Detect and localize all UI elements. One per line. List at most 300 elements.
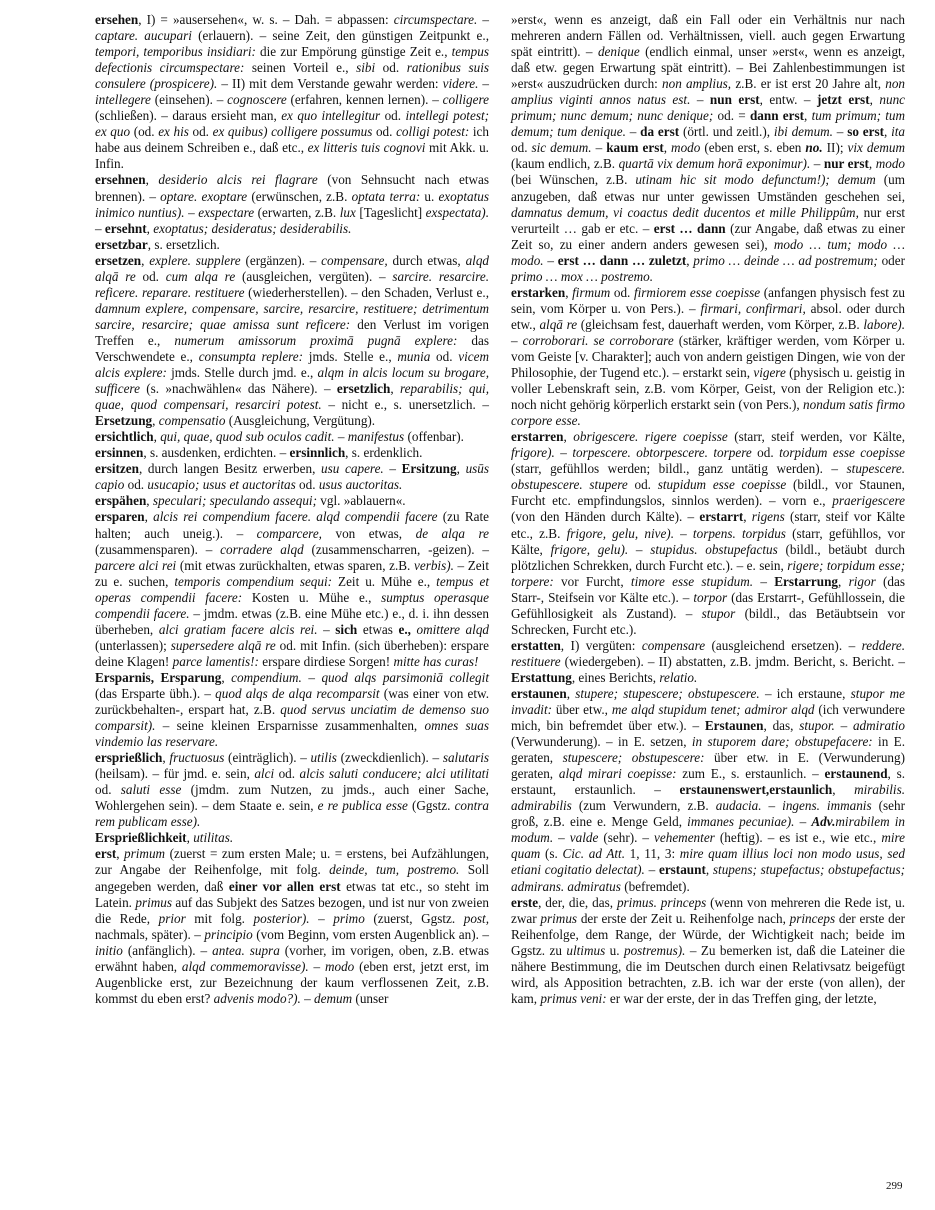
entry-text: (zusammenscharren, -geizen). – bbox=[303, 541, 489, 557]
latin-text: mire quam illius loci non modo usus, sed etiani cogitatio delectat). bbox=[511, 846, 905, 878]
entry-text: , bbox=[186, 830, 194, 846]
entry-text: auf das Subjekt des Satzes bezogen, und ist nur von zweien die Rede, bbox=[95, 894, 489, 926]
latin-text: vigere bbox=[753, 365, 786, 381]
latin-text: videre. – intellegere bbox=[95, 76, 490, 108]
latin-text: non amplius, bbox=[662, 76, 732, 92]
entry-text: od. bbox=[380, 108, 406, 124]
latin-text: usūs capio bbox=[95, 461, 490, 493]
dictionary-entry bbox=[95, 493, 489, 509]
bold-phrase: erst … dann … zuletzt bbox=[557, 252, 687, 268]
entry-text: erspare dirdiese Sorgen! bbox=[258, 653, 394, 669]
entry-text: (erfahren, kennen lernen). – bbox=[286, 92, 443, 108]
entry-text: , bbox=[221, 669, 232, 685]
entry-text: (zuerst, Ggstz. bbox=[364, 910, 464, 926]
bold-phrase: so erst bbox=[847, 124, 884, 140]
dictionary-entry bbox=[95, 429, 489, 445]
latin-text: sarcire. resarcire. reficere. reparare. restituere bbox=[95, 268, 489, 300]
latin-text: salutaris bbox=[442, 750, 489, 766]
latin-text: ex quibus) colligere possumus bbox=[212, 124, 373, 140]
latin-text: stupor. – admiratio bbox=[799, 718, 905, 734]
latin-text: mitte has curas! bbox=[393, 653, 479, 669]
entry-text: , bbox=[565, 284, 573, 300]
entry-text: (erwarten, z.B. bbox=[254, 204, 340, 220]
latin-text: corradere alqd bbox=[220, 541, 304, 557]
entry-text: ich habe aus deinem Schreiben e., daß etc., bbox=[95, 124, 489, 156]
entry-text: , bbox=[743, 509, 752, 525]
latin-text: e re publica esse bbox=[317, 798, 408, 814]
latin-text: firmari, confirmari, bbox=[700, 300, 806, 316]
dictionary-entry bbox=[95, 750, 489, 830]
entry-text: (um anzugeben, daß etwas nur unter gewissen Umständen geschehen sei, bbox=[511, 172, 905, 204]
latin-text: nondum satis firmo corpore esse. bbox=[511, 397, 905, 429]
latin-text: exoptatus; desideratus; desiderabilis. bbox=[153, 220, 352, 236]
entry-text: er war der erste, der in das Treffen ging, der letzte, bbox=[606, 990, 877, 1006]
latin-text: primo … mox … postremo. bbox=[511, 268, 654, 284]
entry-text: zum E., s. erstaunlich. – bbox=[676, 766, 825, 782]
latin-text: comparcere, bbox=[256, 525, 322, 541]
entry-text: (unterlassen); bbox=[95, 637, 171, 653]
latin-text: compensare bbox=[641, 637, 706, 653]
entry-text: (von Sehnsucht nach etwas brennen). – bbox=[95, 172, 489, 204]
bold-phrase: Ersitzung bbox=[401, 461, 457, 477]
dictionary-entry bbox=[95, 830, 489, 846]
latin-text: in stuporem dare; obstupefacere: bbox=[691, 734, 873, 750]
entry-text: – bbox=[794, 814, 812, 830]
latin-text: exspectata). bbox=[425, 204, 489, 220]
entry-text: (endlich einmal, unser »erst«, wenn es anzeigt, daß etw. gegen Erwartung spät eintritt). – Bei Zahlenbestimmungen ist »erst« auszudrücken durch: bbox=[511, 44, 905, 92]
latin-text: nunc primum; nunc demum; nunc denique; bbox=[511, 92, 906, 124]
entry-text: , I) vergüten: bbox=[560, 637, 642, 653]
entry-text: – bbox=[810, 156, 824, 172]
latin-text: primum bbox=[124, 846, 166, 862]
latin-text: mirabilis. admirabilis bbox=[511, 782, 906, 814]
entry-text: (jmdm. zum Nutzen, zu jmds., auch einer Sache, Wohlergehen sein). – dem Staate e. sein, bbox=[95, 782, 489, 814]
entry-text: mit folg. bbox=[185, 910, 254, 926]
entry-text: – bbox=[832, 124, 848, 140]
latin-text: antea. supra bbox=[212, 942, 280, 958]
entry-text: , bbox=[705, 862, 713, 878]
latin-text: alqā re bbox=[539, 316, 578, 332]
latin-text: me alqd stupidum tenet; admiror alqd bbox=[611, 702, 815, 718]
latin-text: alqd alqā re bbox=[95, 252, 490, 284]
latin-text: timore esse stupidum. bbox=[630, 573, 754, 589]
bold-phrase: erstaunenswert,erstaunlich bbox=[679, 782, 833, 798]
latin-text: de alqa re bbox=[415, 525, 489, 541]
latin-text: alcis saluti conducere; alci utilitati bbox=[299, 766, 489, 782]
latin-text: frigore). – torpescere. obtorpescere. torpere bbox=[511, 445, 752, 461]
latin-text: alci bbox=[254, 766, 275, 782]
latin-text: optare. exoptare bbox=[160, 188, 248, 204]
latin-text: alci gratiam facere alcis rei. bbox=[158, 621, 318, 637]
latin-text: alqd mirari coepisse: bbox=[558, 766, 677, 782]
latin-text: frigore, gelu, nive). – torpens. torpidus bbox=[566, 525, 786, 541]
entry-text: od. bbox=[95, 782, 121, 798]
entry-text: (stärker, kräftiger werden, vom Körper u. vom Geiste [v. Charakter]; auch von andern geistigen Dingen, wie von der Philosophie, der Tugend etc.). – erstarkt sein, bbox=[511, 332, 905, 381]
latin-text: denique bbox=[597, 44, 640, 60]
entry-headword: ersitzen bbox=[95, 461, 139, 477]
entry-text: (ausgleichen, vergüten). – bbox=[235, 268, 393, 284]
latin-text: tempus defectionis circumspectare: bbox=[95, 44, 489, 76]
latin-text: exoptatus inimico nuntius). bbox=[95, 188, 489, 220]
entry-text: , bbox=[832, 782, 855, 798]
entry-text: od. bbox=[124, 477, 148, 493]
latin-text: omnes suas vindemio las reservare. bbox=[95, 718, 489, 750]
entry-text: , durch langen Besitz erwerben, bbox=[138, 461, 322, 477]
latin-text: consumpta replere: bbox=[198, 348, 304, 364]
entry-text: (ausgleichend ersetzen). – bbox=[705, 637, 862, 653]
latin-text: rationibus suis consulere (prospicere). bbox=[95, 60, 489, 92]
entry-text: – bbox=[543, 252, 558, 268]
entry-headword: Ersprießlichkeit bbox=[95, 830, 187, 846]
entry-text: – bbox=[644, 862, 659, 878]
entry-text: (s. bbox=[540, 846, 563, 862]
latin-text: primus. princeps bbox=[616, 894, 707, 910]
latin-text: vicem alcis explere: bbox=[95, 348, 489, 381]
latin-text: rigor bbox=[848, 573, 876, 589]
latin-text: tum primum; tum demum; tum denique. bbox=[511, 108, 906, 140]
entry-text: (eben erst, s. eben bbox=[700, 140, 806, 156]
entry-text: den Verlust im vorigen Treffen e., bbox=[95, 316, 489, 348]
entry-text: , bbox=[566, 685, 576, 701]
latin-text: firmum bbox=[572, 284, 611, 300]
entry-text: , bbox=[390, 381, 400, 397]
entry-text: , s. erstaunt, erstaunlich. – bbox=[511, 766, 905, 798]
entry-text: die zur Empörung günstige Zeit e., bbox=[255, 44, 452, 60]
latin-text: sibi bbox=[356, 60, 376, 76]
bold-phrase: Adv. bbox=[811, 814, 836, 830]
entry-text: , das, bbox=[763, 718, 800, 734]
latin-text: prior bbox=[158, 910, 186, 926]
latin-text: modo bbox=[875, 156, 906, 172]
latin-text: modo … tum; modo … modo. bbox=[511, 236, 905, 268]
entry-text: etwas bbox=[357, 621, 399, 637]
latin-text: ex his bbox=[158, 124, 189, 140]
entry-text: (anfänglich). – bbox=[122, 942, 213, 958]
entry-text: nur erst verurteilt … gab er etc. – bbox=[511, 204, 905, 236]
latin-text: non amplius viginti annos natus est. bbox=[511, 76, 906, 108]
entry-text: (zur Angabe, daß etwas zu einer Zeit so, zu einer andern anders gewesen sei), bbox=[511, 220, 905, 252]
bold-phrase: ersetzlich bbox=[336, 381, 391, 397]
entry-text: , I) = »ausersehen«, w. s. – Dah. = abpassen: bbox=[138, 12, 394, 27]
dictionary-entry bbox=[511, 895, 905, 1007]
entry-text: der erste der Reihenfolge, dem Range, der Würde, der Wichtigkeit nach; beide im Ggstz. zu bbox=[511, 910, 905, 958]
entry-text: (gleichsam fest, dauerhaft werden, vom Körper, z.B. bbox=[577, 316, 864, 332]
entry-text: »erst«, wenn es anzeigt, daß ein Fall oder ein Verhältnis nur nach mehreren andern Fällen od. Verhältnissen, viell. auch gegen Erwartung spät eintritt). – bbox=[511, 12, 905, 60]
entry-text: das Verschwendete e., bbox=[95, 332, 489, 364]
entry-text: jmds. Stelle e., bbox=[303, 348, 398, 364]
latin-text: mirabilem in modum. – valde bbox=[511, 814, 905, 846]
entry-text: (s. »nachwählen« das Nähere). – bbox=[139, 381, 337, 397]
entry-text: od. bbox=[372, 124, 397, 140]
entry-text: vgl. »ablauern«. bbox=[316, 493, 406, 509]
latin-text: qui, quae, quod sub oculos cadit. – manifestus bbox=[160, 429, 405, 445]
entry-text: od. mit Infin. (sich überheben): erspare deine Klagen! bbox=[95, 637, 489, 669]
latin-text: ultimus bbox=[566, 942, 606, 958]
entry-text: (das Ersparte übh.). – bbox=[95, 685, 216, 701]
entry-text: (einträglich). – bbox=[224, 750, 311, 766]
entry-text: od. bbox=[610, 284, 634, 300]
entry-text: – bbox=[383, 461, 402, 477]
latin-text: post, bbox=[463, 910, 489, 926]
entry-text: absol. oder durch etw., bbox=[511, 300, 905, 332]
latin-text: stupescere. obstupescere. stupere bbox=[511, 461, 905, 493]
entry-text: – bbox=[625, 124, 641, 140]
entry-text: – bbox=[690, 92, 710, 108]
entry-text: (sehr groß, z.B. eine e. Menge Geld, bbox=[511, 798, 905, 830]
entry-headword: ersprießlich bbox=[95, 750, 163, 766]
latin-text: primus bbox=[135, 894, 172, 910]
entry-text: , bbox=[868, 156, 876, 172]
entry-text: (starr, gefühllos werden; bildl., ganz untätig werden). – bbox=[511, 461, 847, 477]
latin-text: ita bbox=[891, 124, 906, 140]
bold-phrase: Erstattung bbox=[511, 669, 572, 685]
latin-text: contra rem publicam esse). bbox=[95, 798, 489, 830]
latin-text: colligere bbox=[442, 92, 489, 108]
latin-text: stupens; stupefactus; obstupefactus; admirans. admiratus bbox=[511, 862, 906, 894]
entry-text: – bbox=[591, 140, 607, 156]
entry-text: (zu Rate halten; auch uneig.). – bbox=[95, 509, 489, 541]
dictionary-entry bbox=[95, 461, 489, 493]
entry-text: – bbox=[95, 220, 105, 236]
entry-text: (Verwunderung). – in E. setzen, bbox=[511, 734, 692, 750]
latin-text: colligi potest: bbox=[396, 124, 470, 140]
latin-text: munia bbox=[397, 348, 431, 364]
entry-text: (ergänzen). – bbox=[240, 252, 322, 268]
entry-text: 1, 11, 3: bbox=[625, 846, 680, 862]
latin-text: circumspectare. – captare. aucupari bbox=[95, 12, 489, 44]
entry-text: – bbox=[317, 621, 336, 637]
latin-text: compendium. – quod alqs parsimoniā collegit bbox=[231, 669, 489, 685]
latin-text: saluti esse bbox=[120, 782, 182, 798]
entry-text: z.B. er ist erst 20 Jahre alt, bbox=[731, 76, 886, 92]
latin-text: compensatio bbox=[158, 413, 226, 429]
page-number: 299 bbox=[886, 1180, 903, 1192]
bold-phrase: Erstaunen bbox=[704, 718, 764, 734]
latin-text: quod alqs de alqa recomparsit bbox=[215, 685, 380, 701]
bold-phrase: erst … dann bbox=[653, 220, 726, 236]
entry-text: , bbox=[146, 220, 154, 236]
latin-text: parce lamentis!: bbox=[172, 653, 259, 669]
latin-text: quod servus unciatim de demenso suo comparsit). bbox=[95, 702, 489, 734]
right-column bbox=[511, 12, 905, 1007]
latin-text: stupor bbox=[701, 605, 736, 621]
bold-phrase: erstaunend bbox=[824, 766, 888, 782]
entry-text: od. bbox=[295, 477, 319, 493]
entry-text: od. bbox=[511, 140, 532, 156]
entry-text: (wiederherstellen). – den Schaden, Verlust e., bbox=[244, 284, 489, 300]
entry-text: (vom Beginn, vom ersten Augenblick an). – bbox=[252, 926, 489, 942]
entry-text: – bbox=[753, 573, 775, 589]
entry-text: (physisch u. geistig in voller Lebenskraft sein, z.B. vom Körper, Geist, von der Religion etc.): noch nicht gehörig körperlich erstarkt sein (von Pers.), bbox=[511, 365, 905, 413]
latin-text: immanes pecuniae). bbox=[687, 814, 795, 830]
entry-text: , bbox=[153, 429, 161, 445]
latin-text: exspectare bbox=[198, 204, 255, 220]
dictionary-entry bbox=[95, 172, 489, 236]
latin-text: numerum amissorum proximā pugnā explere: bbox=[174, 332, 458, 348]
entry-text: etwas tat etc., so steht im Latein. bbox=[95, 878, 489, 910]
entry-text: , bbox=[663, 140, 672, 156]
entry-text: nachmals, später). – bbox=[95, 926, 205, 942]
entry-text: (schließen). – daraus ersieht man, bbox=[95, 108, 282, 124]
entry-text: über etw., bbox=[552, 702, 612, 718]
entry-text: mit Akk. u. Infin. bbox=[95, 140, 489, 172]
entry-text: , bbox=[804, 108, 812, 124]
latin-text: usus auctoritas. bbox=[318, 477, 403, 493]
entry-text: (örtl. und zeitl.), bbox=[679, 124, 774, 140]
entry-text: (starr, steif vor Kälte etc., z.B. bbox=[511, 509, 906, 541]
latin-text: stupor me invadit: bbox=[511, 685, 905, 718]
latin-text: ex litteris tuis cognovi bbox=[307, 140, 426, 156]
bold-phrase: e., bbox=[398, 621, 411, 637]
bold-phrase: dann erst bbox=[749, 108, 805, 124]
entry-text: – II) mit dem Verstande gewahr werden: bbox=[217, 76, 443, 92]
latin-text: speculari; speculando assequi; bbox=[152, 493, 317, 509]
latin-text: labore). – corroborari. se corroborare bbox=[511, 316, 905, 348]
entry-text: od. bbox=[375, 60, 407, 76]
entry-text: (anfangen physisch fest zu sein, vom Körper u. von Pers.). – bbox=[511, 284, 905, 316]
entry-text: – ich erstaune, bbox=[759, 685, 851, 701]
entry-text: (heilsam). – für jmd. e. sein, bbox=[95, 766, 255, 782]
entry-text: , der, die, das, bbox=[538, 894, 617, 910]
entry-text: , bbox=[141, 252, 150, 268]
latin-text: modo bbox=[324, 958, 355, 974]
entry-text: od. bbox=[751, 445, 780, 461]
entry-text: – Zu bemerken ist, daß die Lateiner die nähere Bestimmung, die im Deutschen durch einen Relativsatz beigefügt wird, als Apposition betrachten, z.B. ich war der erste (von allen), der kam, bbox=[511, 942, 905, 1006]
entry-text: (sehr). – bbox=[598, 830, 655, 846]
entry-headword: erst bbox=[95, 846, 117, 862]
latin-text: cum alqa re bbox=[165, 268, 236, 284]
bold-phrase: erstaunt bbox=[658, 862, 706, 878]
entry-text: (heftig). – es ist e., wie etc., bbox=[714, 830, 882, 846]
entry-headword: erstatten bbox=[511, 637, 561, 653]
entry-text: (was einer von etw. zurückbehalten-, erspart hat, z.B. bbox=[95, 685, 489, 718]
entry-text: (mit etwas zurückhalten, etwas sparen, z.B. bbox=[176, 557, 414, 573]
entry-text: (zuerst = zum ersten Male; u. = erstens, bei Aufzählungen, zur Angabe der Reihenfolge, mit folg. bbox=[95, 846, 490, 878]
latin-text: sic demum. bbox=[531, 140, 592, 156]
entry-text: , bbox=[144, 509, 154, 525]
entry-text: (einsehen). – bbox=[150, 92, 228, 108]
entry-headword: erstarken bbox=[511, 284, 566, 300]
dictionary-entry bbox=[95, 237, 489, 253]
entry-text: (offenbar). bbox=[404, 429, 464, 445]
entry-text: in E. geraten, bbox=[511, 734, 905, 766]
latin-text: desiderio alcis rei flagrare bbox=[158, 172, 318, 188]
latin-text: parcere alci rei bbox=[95, 557, 177, 573]
entry-headword: ersetzbar bbox=[95, 236, 148, 252]
dictionary-entry bbox=[95, 670, 489, 750]
dictionary-entry bbox=[95, 253, 489, 430]
entry-text: , bbox=[152, 413, 159, 429]
latin-text: ex quo intellegitur bbox=[281, 108, 381, 124]
left-column bbox=[95, 12, 489, 1007]
latin-text: firmiorem esse coepisse bbox=[633, 284, 761, 300]
entry-text: von etwas, bbox=[321, 525, 416, 541]
latin-text: utilis bbox=[310, 750, 337, 766]
entry-text: (erwünschen, z.B. bbox=[247, 188, 352, 204]
entry-text: über etw. in E. (Verwunderung) geraten, bbox=[511, 750, 905, 782]
dictionary-entry bbox=[95, 12, 489, 172]
latin-text: quartā vix demum horā exponimur). bbox=[618, 156, 811, 172]
latin-text: damnum explere, compensare, sarcire, resarcire, restituere; detrimentum sarcire, resarcire; quae amissa sunt reficere: bbox=[95, 300, 489, 332]
latin-text: reddere. restituere bbox=[511, 637, 905, 669]
entry-text: , bbox=[145, 172, 159, 188]
entry-text: – bbox=[308, 958, 325, 974]
latin-text: praerigescere bbox=[832, 493, 905, 509]
latin-text: princeps bbox=[789, 910, 836, 926]
latin-text: postremus). bbox=[623, 942, 686, 958]
entry-text: Kosten u. Mühe e., bbox=[242, 589, 382, 605]
dictionary-entry bbox=[511, 429, 905, 638]
entry-text: , bbox=[456, 461, 466, 477]
entry-text: , bbox=[686, 252, 694, 268]
latin-text: rigere; torpidum esse; torpere: bbox=[511, 557, 905, 589]
entry-text: – jmdm. etwas (z.B. eine Mühe etc.) e., d. i. ihn dessen überheben, bbox=[95, 605, 489, 637]
entry-text: u. bbox=[605, 942, 624, 958]
entry-text: [Tageslicht] bbox=[355, 204, 426, 220]
latin-text: frigore, gelu). – stupidus. obstupefactus bbox=[550, 541, 778, 557]
entry-text: der erste der Zeit u. Reihenfolge nach, bbox=[577, 910, 790, 926]
latin-text: advenis modo?). bbox=[213, 990, 301, 1006]
entry-text: , bbox=[162, 750, 170, 766]
entry-text: (erlauern). – seine Zeit, den günstigen Zeitpunkt e., bbox=[191, 28, 489, 44]
entry-text: seinen Vorteil e., bbox=[244, 60, 357, 76]
bold-phrase: da erst bbox=[640, 124, 680, 140]
latin-text: audacia. – ingens. immanis bbox=[715, 798, 872, 814]
bold-phrase: einer vor allen erst bbox=[228, 878, 341, 894]
latin-text: tempori, temporibus insidiari: bbox=[95, 44, 256, 60]
entry-text: (od. bbox=[130, 124, 159, 140]
entry-text: , s. ausdenken, erdichten. – bbox=[143, 445, 290, 461]
entry-headword: ersehen bbox=[95, 12, 139, 27]
entry-text: (eben erst, jetzt erst, im Augenblicke erst, zur Bezeichnung der kaum verflossenen Zeit, z.B. kommst du eben erst? bbox=[95, 958, 489, 1006]
latin-text: fructuosus bbox=[169, 750, 225, 766]
entry-text: (Ausgleichung, Vergütung). bbox=[225, 413, 376, 429]
entry-text: od. bbox=[135, 268, 166, 284]
entry-text: – nicht e., s. unersetzlich. – bbox=[321, 397, 489, 413]
entry-headword: erstarren bbox=[511, 429, 564, 445]
latin-text: damnatus demum, vi coactus dedit ducentos et mille Philippûm, bbox=[511, 204, 859, 220]
latin-text: tempus et operas compendii facere: bbox=[95, 573, 490, 605]
latin-text: torpidum esse coepisse bbox=[779, 445, 905, 461]
bold-phrase: kaum erst bbox=[606, 140, 664, 156]
dictionary-entry bbox=[511, 285, 905, 429]
entry-text: , bbox=[146, 493, 153, 509]
bold-phrase: Erstarrung bbox=[774, 573, 839, 589]
entry-text: , bbox=[869, 92, 880, 108]
entry-headword: ersinnen bbox=[95, 445, 144, 461]
latin-text: vix demum bbox=[847, 140, 906, 156]
entry-text: – bbox=[300, 990, 315, 1006]
dictionary-entry bbox=[95, 445, 489, 461]
entry-text: (zweckdienlich). – bbox=[336, 750, 443, 766]
entry-text: (unser bbox=[352, 990, 389, 1006]
entry-text: Zeit u. Mühe e., bbox=[332, 573, 437, 589]
entry-text: (bildl., vor Staunen, Furcht etc. empfindungslos, sinnlos werden). – vorn e., bbox=[511, 477, 905, 509]
entry-headword: ersehnen bbox=[95, 172, 146, 188]
latin-text: cognoscere bbox=[227, 92, 287, 108]
bold-phrase: ersehnt bbox=[104, 220, 147, 236]
latin-text: posterior). – primo bbox=[253, 910, 365, 926]
latin-text: primus bbox=[540, 910, 578, 926]
entry-text: (das Erstarrt-, Gefühllossein, die Gefühllosigkeit als Zustand). – bbox=[511, 589, 905, 621]
latin-text: modo bbox=[671, 140, 701, 156]
latin-text: primo … deinde … ad postremum; bbox=[693, 252, 878, 268]
latin-text: supersedere alqā re bbox=[170, 637, 276, 653]
entry-text: (zusammensparen). – bbox=[95, 541, 221, 557]
latin-text: alqd commemoravisse). bbox=[181, 958, 309, 974]
latin-text: Cic. ad Att. bbox=[562, 846, 626, 862]
entry-text: , eines Berichts, bbox=[571, 669, 660, 685]
